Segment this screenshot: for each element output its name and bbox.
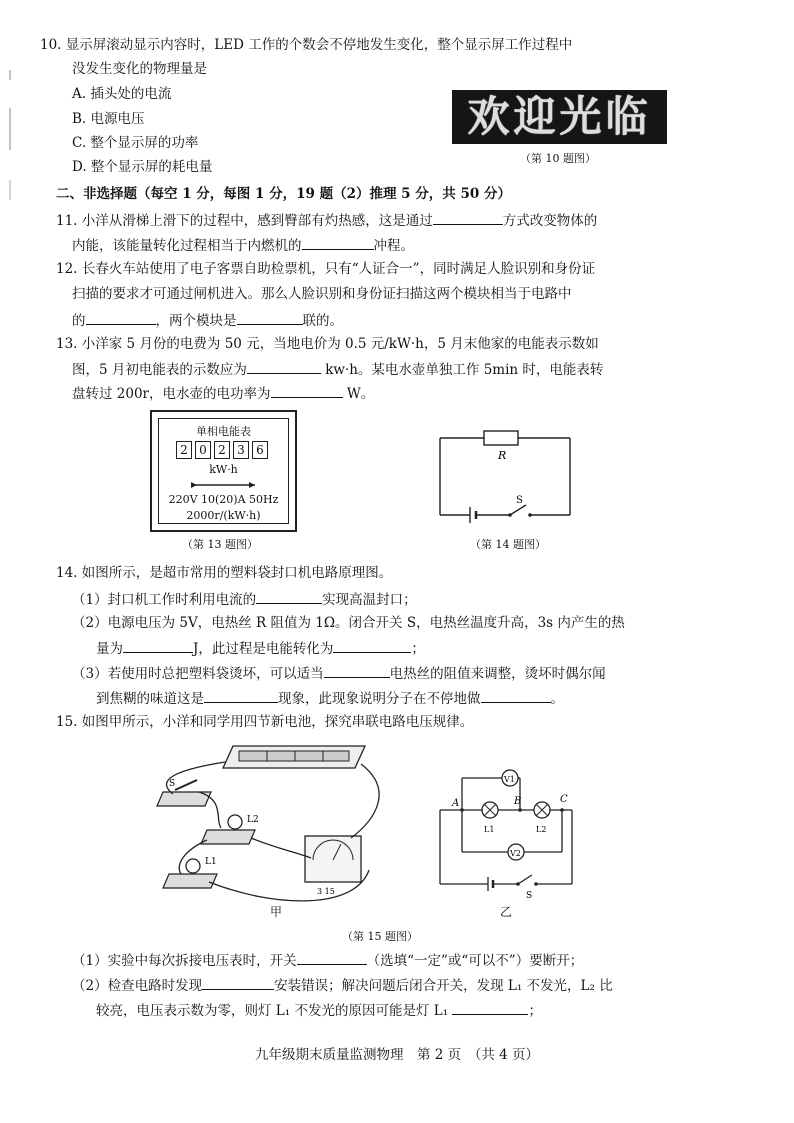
q14-text: （1）封口机工作时利用电流的 xyxy=(72,592,257,608)
q15-text: （1）实验中每次拆接电压表时，开关 xyxy=(72,953,297,969)
q15-text: 较亮，电压表示数为零，则灯 L₁ 不发光的原因可能是灯 L₁ xyxy=(96,1003,449,1019)
q14-text: 电热丝的阻值来调整，烫坏时偶尔闻 xyxy=(389,666,606,682)
q13-text-d: W。 xyxy=(346,386,375,402)
q14-text: ； xyxy=(411,641,425,657)
q12-line2: 扫描的要求才可通过闸机进入。那么人脸识别和身份证扫描这两个模块相当于电路中 xyxy=(72,286,572,302)
page-footer: 九年级期末质量监测物理 第 2 页 （共 4 页） xyxy=(254,1047,540,1063)
q14-part2-line1: （2）电源电压为 5V，电热丝 R 阻值为 1Ω。闭合开关 S，电热丝温度升高，3s 内产生的热 xyxy=(72,615,625,631)
q12-blank-1[interactable] xyxy=(86,310,156,325)
q11-line1 xyxy=(56,210,597,230)
q13-line1: 13. 小洋家 5 月份的电费为 50 元，当地电价为 0.5 元/kW·h，5 月末他家的电能表示数如 xyxy=(56,336,599,352)
q14-text: 实现高温封口； xyxy=(322,592,417,608)
q14-part3-line2 xyxy=(96,688,564,708)
apparatus-label-s: S xyxy=(169,779,176,789)
meter-digit: 2 xyxy=(176,441,192,459)
q12-line3 xyxy=(72,310,343,330)
energy-meter-figure xyxy=(150,410,297,532)
margin-marks xyxy=(6,0,16,1123)
q15-blank-1[interactable] xyxy=(297,950,367,965)
q12-line1: 12. 长春火车站使用了电子客票自助检票机，只有“人证合一”，同时满足人脸识别和身份证 xyxy=(56,261,596,277)
meter-digit: 6 xyxy=(252,441,268,459)
label-v1: V1 xyxy=(504,775,515,784)
led-display-image: 欢迎光临 xyxy=(452,90,667,144)
q10-option-d: D. 整个显示屏的耗电量 xyxy=(72,159,213,175)
q12-text-b: ，两个模块是 xyxy=(155,313,237,329)
bulb-l2-base xyxy=(201,830,255,844)
switch-icon xyxy=(518,875,532,884)
q10-option-b: B. 电源电压 xyxy=(72,111,145,127)
q15-part2-line1 xyxy=(72,975,613,995)
q14-text: 现象，此现象说明分子在不停地做 xyxy=(278,691,481,707)
q13-text-b: kw·h。某电水壶单独工作 5min 时，电能表转 xyxy=(325,362,604,378)
bulb-l2-icon xyxy=(228,815,242,829)
q15-text: （选填“一定”或“可以不”）要断开； xyxy=(366,953,584,969)
label-l2: L2 xyxy=(536,825,547,834)
voltmeter-scale: 3 15 xyxy=(317,887,335,896)
q11-blank-2[interactable] xyxy=(302,235,374,250)
q10-option-c: C. 整个显示屏的功率 xyxy=(72,135,199,151)
q11-text-b: 方式改变物体的 xyxy=(502,213,598,229)
q14-caption: （第 14 题图） xyxy=(470,538,546,551)
q11-text-c: 内能，该能量转化过程相当于内燃机的 xyxy=(72,238,302,254)
q10-caption: （第 10 题图） xyxy=(520,152,596,165)
label-v2: V2 xyxy=(510,849,521,858)
meter-unit: kW·h xyxy=(209,463,238,476)
meter-digit: 0 xyxy=(195,441,211,459)
meter-title: 单相电能表 xyxy=(196,425,251,438)
q10-option-a: A. 插头处的电流 xyxy=(72,86,172,102)
q14-text: 量为 xyxy=(96,641,123,657)
section2-heading: 二、非选择题（每空 1 分，每图 1 分，19 题（2）推理 5 分，共 50 分） xyxy=(56,186,511,202)
q15-caption: （第 15 题图） xyxy=(342,930,418,943)
switch-icon xyxy=(510,505,526,515)
q10-line1: 10. 显示屏滚动显示内容时，LED 工作的个数会不停地发生变化，整个显示屏工作过程中 xyxy=(40,37,573,53)
q14-text: 到焦糊的味道这是 xyxy=(96,691,204,707)
q14-blank-4[interactable] xyxy=(324,663,390,678)
q11-text-a: 11. 小洋从滑梯上滑下的过程中，感到臀部有灼热感，这是通过 xyxy=(56,213,433,229)
node-c: C xyxy=(560,794,568,805)
q14-blank-2[interactable] xyxy=(123,638,193,653)
q13-text-c: 盘转过 200r，电水壶的电功率为 xyxy=(72,386,271,402)
q14-text: 。 xyxy=(550,691,564,707)
q12-blank-2[interactable] xyxy=(237,310,303,325)
q15-blank-2[interactable] xyxy=(202,975,274,990)
q15-blank-3[interactable] xyxy=(452,1000,528,1015)
q14-part3-line1 xyxy=(72,663,606,683)
q14-part1 xyxy=(72,589,417,609)
q15-text: （2）检查电路时发现 xyxy=(72,978,203,994)
q14-circuit-diagram xyxy=(430,425,580,525)
q10-line2: 没发生变化的物理量是 xyxy=(72,61,207,77)
q12-text-c: 联的。 xyxy=(302,313,343,329)
q15-part1 xyxy=(72,950,583,970)
label-l1: L1 xyxy=(484,825,495,834)
meter-rev: 2000r/(kW·h) xyxy=(186,509,261,522)
q13-blank-1[interactable] xyxy=(247,359,321,374)
q14-line1: 14. 如图所示，是超市常用的塑料袋封口机电路原理图。 xyxy=(56,565,393,581)
q14-text: J，此过程是电能转化为 xyxy=(193,641,334,657)
q11-text-d: 冲程。 xyxy=(373,238,414,254)
meter-arrow-icon xyxy=(189,481,259,489)
fig-label-jia: 甲 xyxy=(270,905,283,919)
q14-text: （3）若使用时总把塑料袋烫坏，可以适当 xyxy=(72,666,324,682)
q13-caption: （第 13 题图） xyxy=(182,538,258,551)
q15-line1: 15. 如图甲所示，小洋和同学用四节新电池，探究串联电路电压规律。 xyxy=(56,714,474,730)
energy-meter-panel xyxy=(158,418,289,524)
meter-spec: 220V 10(20)A 50Hz xyxy=(168,493,279,506)
q15-circuit-diagram xyxy=(430,760,590,900)
q14-blank-1[interactable] xyxy=(256,589,322,604)
meter-digit: 2 xyxy=(214,441,230,459)
q15-part2-line2 xyxy=(96,1000,542,1020)
q14-blank-3[interactable] xyxy=(333,638,411,653)
q12-text-a: 的 xyxy=(72,313,86,329)
label-s-yi: S xyxy=(526,891,533,900)
label-r: R xyxy=(498,449,507,462)
q14-part2-line2 xyxy=(96,638,425,658)
q14-blank-6[interactable] xyxy=(481,688,551,703)
bulb-l1-base xyxy=(163,874,217,888)
q13-line3 xyxy=(72,383,374,403)
apparatus-label-l1: L1 xyxy=(205,857,217,867)
fig-label-yi: 乙 xyxy=(500,905,513,919)
apparatus-label-l2: L2 xyxy=(247,815,259,825)
node-b: B xyxy=(514,796,522,807)
q15-text: ； xyxy=(528,1003,542,1019)
label-s: S xyxy=(516,495,523,506)
meter-digits xyxy=(159,441,288,459)
bulb-l1-icon xyxy=(186,859,200,873)
q13-blank-2[interactable] xyxy=(271,383,343,398)
meter-digit: 3 xyxy=(233,441,249,459)
node-a: A xyxy=(452,798,460,809)
q14-blank-5[interactable] xyxy=(204,688,278,703)
q13-text-a: 图，5 月初电能表的示数应为 xyxy=(72,362,247,378)
q15-text: 安装错误；解决问题后闭合开关，发现 L₁ 不发光，L₂ 比 xyxy=(274,978,613,994)
resistor-icon xyxy=(484,431,518,445)
q11-line2 xyxy=(72,235,414,255)
q13-line2 xyxy=(72,359,603,379)
q11-blank-1[interactable] xyxy=(433,210,503,225)
q15-apparatus-figure xyxy=(155,740,395,905)
